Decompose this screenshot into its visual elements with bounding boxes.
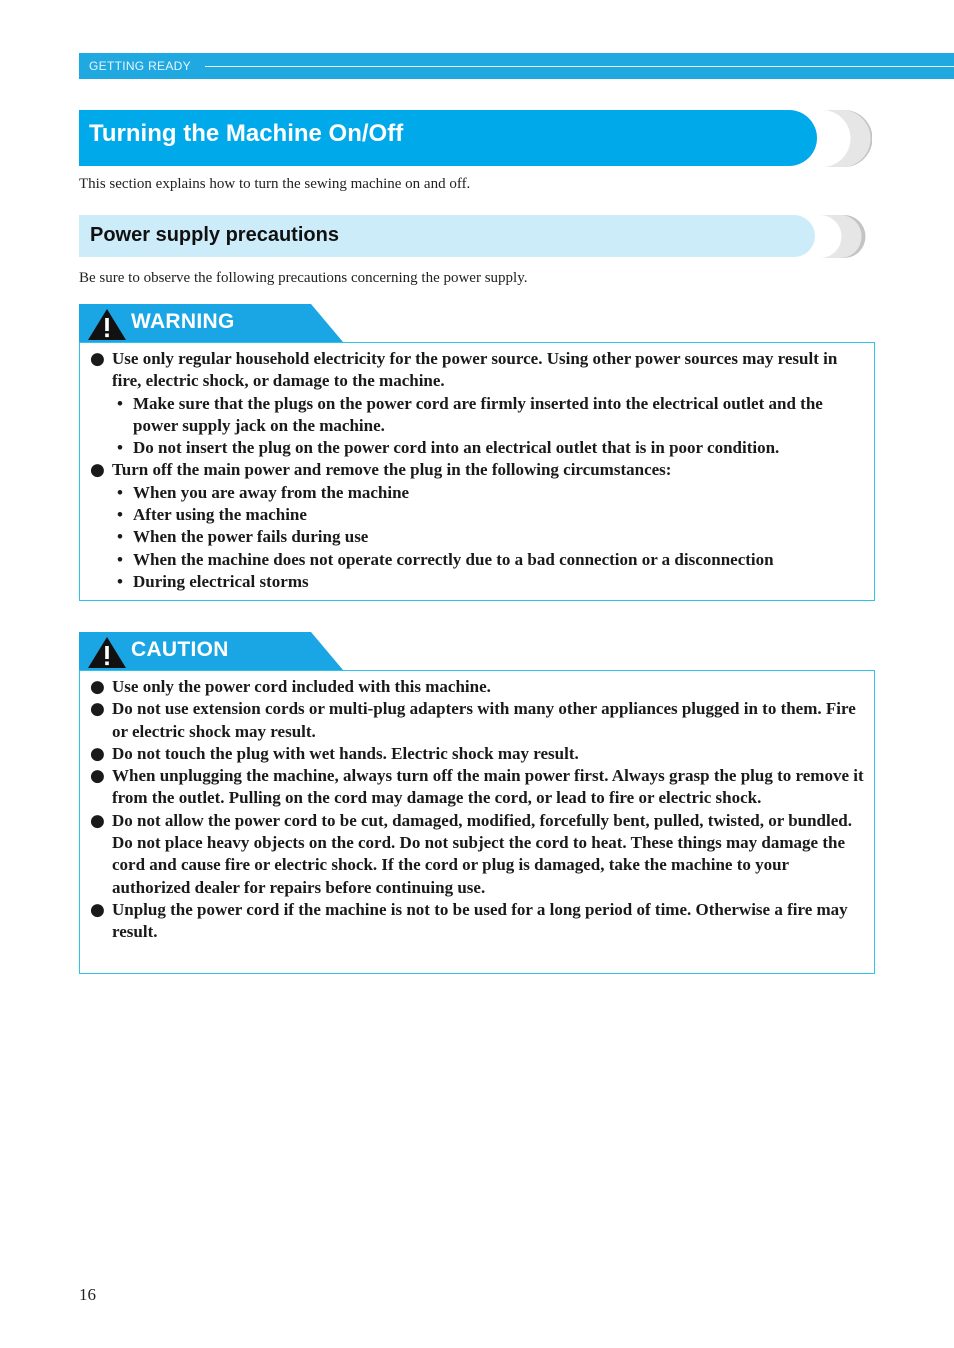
circle-bullet-icon: ● <box>90 460 105 481</box>
item-text: Use only the power cord included with this machine. <box>112 677 491 696</box>
item-text: When unplugging the machine, always turn off the main power first. Always grasp the plug to remove it from the outlet. Pulling on the cord may damage the cord, or lead to fire or electric shock. <box>112 766 864 808</box>
item-text: Do not use extension cords or multi-plug adapters with many other appliances plugged in to them. Fire or electric shock may result. <box>112 699 856 741</box>
header-rule <box>205 66 954 67</box>
bullet-item <box>90 459 864 481</box>
item-text: Turn off the main power and remove the plug in the following circumstances: <box>112 460 672 480</box>
warning-label: WARNING <box>131 310 235 333</box>
subheading-bar <box>79 215 815 257</box>
circle-bullet-icon: ● <box>90 766 105 787</box>
sub-bullet-item <box>90 437 864 459</box>
item-text: Do not insert the plug on the power cord into an electrical outlet that is in poor condition. <box>133 438 780 458</box>
item-text: When the machine does not operate correctly due to a bad connection or a disconnection <box>133 549 774 569</box>
item-text: Make sure that the plugs on the power cord are firmly inserted into the electrical outlet and the power supply jack on the machine. <box>133 393 823 435</box>
sub-bullet-item <box>90 526 864 548</box>
item-text: When you are away from the machine <box>133 482 410 502</box>
item-text: After using the machine <box>133 505 307 525</box>
dot-bullet-icon: • <box>117 571 123 591</box>
header-section-label: GETTING READY <box>89 59 191 73</box>
dot-bullet-icon: • <box>117 527 123 547</box>
sub-bullet-item <box>90 504 864 526</box>
circle-bullet-icon: ● <box>90 349 105 369</box>
item-text: Use only regular household electricity for the power source. Using other power sources may result in fire, electric shock, or damage to the machine. <box>112 349 838 391</box>
subheading: Power supply precautions <box>90 224 339 246</box>
bullet-item <box>90 810 864 899</box>
dot-bullet-icon: • <box>117 549 123 569</box>
dot-bullet-icon: • <box>117 482 123 502</box>
warning-tab <box>79 304 343 342</box>
dot-bullet-icon: • <box>117 393 123 413</box>
circle-bullet-icon: ● <box>90 810 105 831</box>
warning-box <box>79 342 875 601</box>
intro-text: This section explains how to turn the sewing machine on and off. <box>79 176 471 192</box>
circle-bullet-icon: ● <box>90 677 105 697</box>
sub-bullet-item <box>90 393 864 438</box>
circle-bullet-icon: ● <box>90 699 105 720</box>
sub-bullet-item <box>90 549 864 571</box>
item-text: Do not touch the plug with wet hands. Electric shock may result. <box>112 743 579 763</box>
caution-label: CAUTION <box>131 638 229 661</box>
caution-box <box>79 670 875 974</box>
page-number: 16 <box>79 1285 96 1304</box>
precaution-note: Be sure to observe the following precautions concerning the power supply. <box>79 270 528 286</box>
bullet-item <box>90 765 864 810</box>
item-text: When the power fails during use <box>133 527 369 547</box>
caution-tab <box>79 632 343 670</box>
bullet-item <box>90 676 864 698</box>
subheading-decoration <box>812 215 870 258</box>
running-header <box>79 53 954 79</box>
bullet-item <box>90 348 864 393</box>
sub-bullet-item <box>90 482 864 504</box>
dot-bullet-icon: • <box>117 438 123 458</box>
bullet-item <box>90 743 864 765</box>
bullet-item <box>90 698 864 743</box>
page-title: Turning the Machine On/Off <box>89 120 404 147</box>
page-title-bar <box>79 110 817 166</box>
item-text: Do not allow the power cord to be cut, damaged, modified, forcefully bent, pulled, twisted, or bundled. Do not place heavy objects on the cord. Do not subject the cord to heat. These things may damage the cord and cause fire or electric shock. If the cord or plug is damaged, take the machine to your authorized dealer for repairs before continuing use. <box>112 810 852 897</box>
sub-bullet-item <box>90 571 864 593</box>
title-decoration <box>812 110 872 167</box>
circle-bullet-icon: ● <box>90 743 105 764</box>
circle-bullet-icon: ● <box>90 899 105 920</box>
dot-bullet-icon: • <box>117 505 123 525</box>
bullet-item <box>90 899 864 944</box>
item-text: During electrical storms <box>133 571 309 591</box>
item-text: Unplug the power cord if the machine is not to be used for a long period of time. Otherwise a fire may result. <box>112 899 848 942</box>
